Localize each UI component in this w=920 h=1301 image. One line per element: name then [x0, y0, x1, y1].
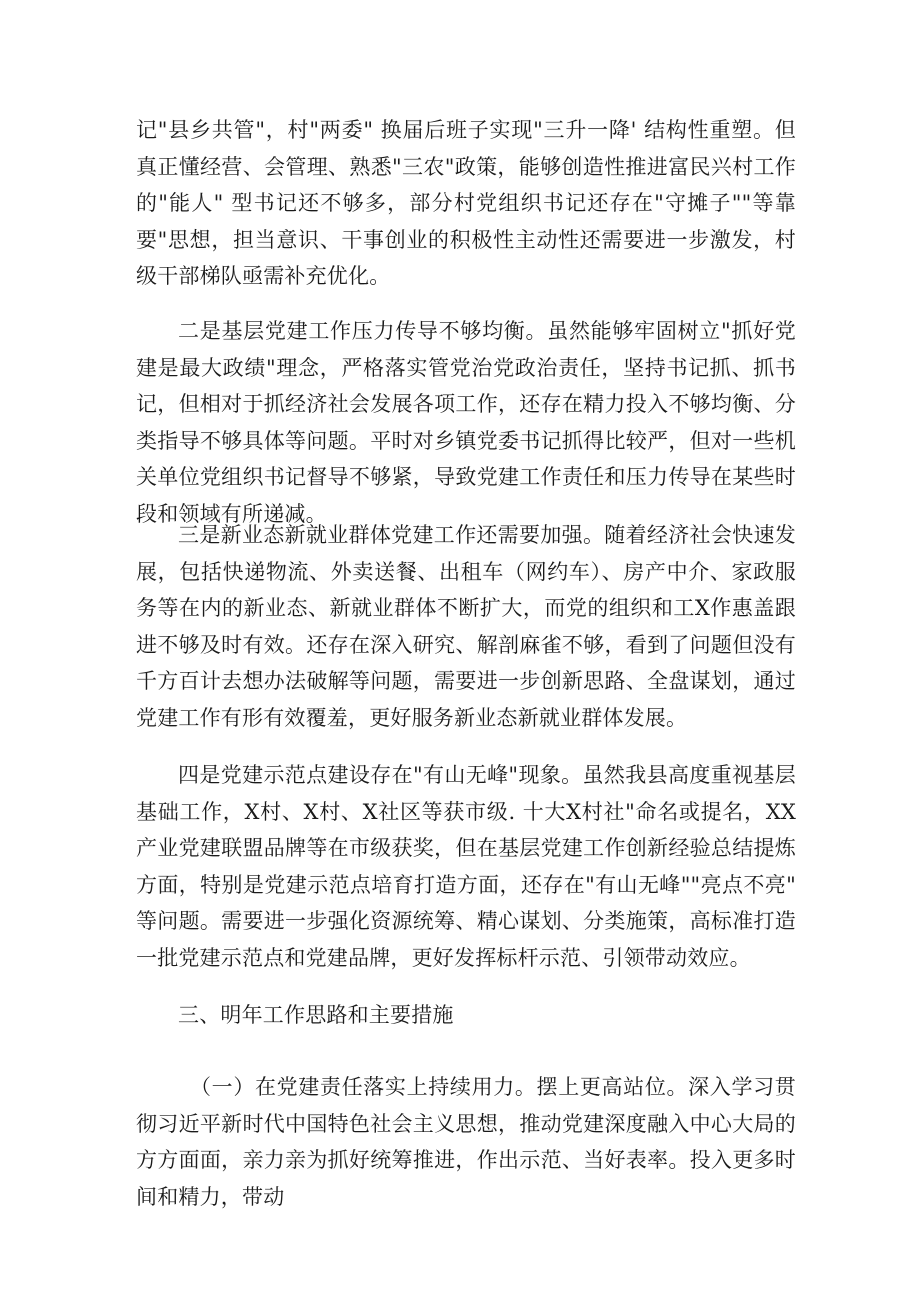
- paragraph-demonstration-sites: 四是党建示范点建设存在"有山无峰"现象。虽然我县高度重视基层基础工作，X村、X村、X社区等获市级. 十大X村社"命名或提名，XX产业党建联盟品牌等在市级获奖，但在基层党建工作创新经验总结提炼方面，特别是党建示范点培育打造方面，还存在"有山无峰""亮点不亮" 等问题。需要进一步强化资源统筹、精心谋划、分类施策，高标准打造一批党建示范点和党建品牌，更好发挥标杆示范、引领带动效应。: [136, 763, 796, 970]
- section-heading: 三、明年工作思路和主要措施: [178, 1003, 454, 1027]
- paragraph-party-building-pressure: 二是基层党建工作压力传导不够均衡。虽然能够牢固树立"抓好党建是最大政绩"理念，严格落实管党治党政治责任，坚持书记抓、抓书记，但相对于抓经济社会发展各项工作，还存在精力投入不够均衡、分类指导不够具体等问题。平时对乡镇党委书记抓得比较严，但对一些机关单位党组织书记督导不够紧，导致党建工作责任和压力传导在某些时段和领域有所递减。: [136, 319, 796, 526]
- paragraph-new-business-groups: 三是新业态新就业群体党建工作还需要加强。随着经济社会快速发展，包括快递物流、外卖送餐、出租车（网约车）、房产中介、家政服务等在内的新业态、新就业群体不断扩大，而党的组织和工X作惠盖跟进不够及时有效。还存在深入研究、解剖麻雀不够，看到了问题但没有千方百计去想办法破解等问题，需要进一步创新思路、全盘谋划，通过党建工作有形有效覆羞，更好服务新业态新就业群体发展。: [136, 523, 796, 730]
- paragraph-responsibility: （一）在党建责任落实上持续用力。摆上更高站位。深入学习贯彻习近平新时代中国特色社会主义思想，推动党建深度融入中心大局的方方面面，亲力亲为抓好统筹推进，作出示范、当好表率。投入更多时间和精力，带动: [136, 1075, 796, 1209]
- paragraph-village-cadres: 记"县乡共管"，村"两委" 换届后班子实现"三升一降' 结构性重塑。但真正懂经营、会管理、熟悉"三农"政策，能够创造性推进富民兴村工作的"能人" 型书记还不够多，部分村党组织书记还存在"守摊子""等靠要"思想，担当意识、干事创业的积极性主动性还需要进一步激发，村级干部梯队亟需补充优化。: [136, 118, 796, 289]
